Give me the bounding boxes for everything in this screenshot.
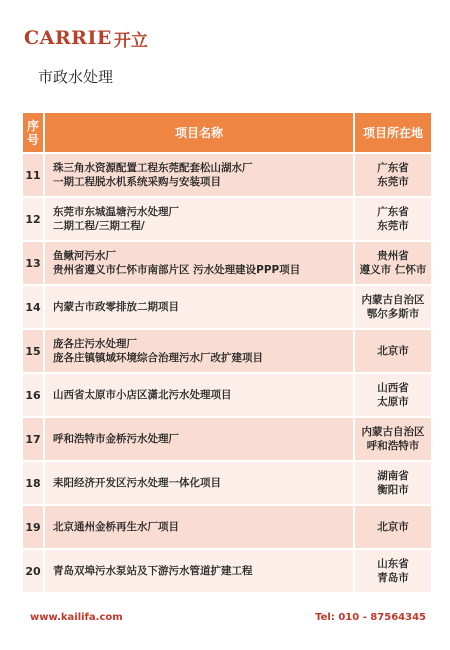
project-name-line: 贵州省遵义市仁怀市南部片区 污水处理建设PPP项目 bbox=[53, 264, 301, 276]
row-index: 12 bbox=[23, 198, 45, 240]
table-row bbox=[23, 330, 431, 374]
project-name-cell bbox=[45, 374, 355, 416]
project-name-line: 内蒙古市政零排放二期项目 bbox=[53, 301, 179, 313]
project-name-line: 东莞市东城温塘污水处理厂 bbox=[53, 206, 179, 218]
table-row bbox=[23, 506, 431, 550]
project-name-line: 呼和浩特市金桥污水处理厂 bbox=[53, 433, 179, 445]
row-index: 20 bbox=[23, 550, 45, 592]
logo-text: CARRIE bbox=[24, 27, 112, 49]
header-index bbox=[23, 113, 45, 152]
table-row bbox=[23, 374, 431, 418]
project-location-cell bbox=[355, 198, 431, 240]
project-location-line: 山西省 bbox=[377, 382, 409, 394]
header-location: 项目所在地 bbox=[362, 126, 423, 140]
header-index-line2: 号 bbox=[26, 132, 39, 147]
table-row bbox=[23, 462, 431, 506]
header-index-line1: 序 bbox=[26, 118, 39, 133]
row-index: 11 bbox=[23, 154, 45, 196]
project-name-line: 二期工程/三期工程/ bbox=[53, 220, 145, 232]
project-location-line: 内蒙古自治区 bbox=[361, 426, 425, 438]
brand-logo bbox=[24, 27, 148, 49]
project-location-line: 北京市 bbox=[377, 345, 409, 357]
project-location-line: 广东省 bbox=[377, 206, 409, 218]
project-name-cell bbox=[45, 154, 355, 196]
project-name-line: 鱼鳅河污水厂 bbox=[53, 250, 116, 262]
table-body bbox=[23, 154, 431, 594]
project-name-cell bbox=[45, 330, 355, 372]
project-name-cell bbox=[45, 462, 355, 504]
table-row bbox=[23, 550, 431, 594]
logo-chinese: 开立 bbox=[113, 30, 148, 51]
project-name-cell bbox=[45, 506, 355, 548]
project-location-line: 遵义市 仁怀市 bbox=[359, 264, 427, 276]
project-location-cell bbox=[355, 154, 431, 196]
project-location-line: 东莞市 bbox=[377, 176, 409, 188]
project-table bbox=[23, 113, 431, 594]
table-row bbox=[23, 154, 431, 198]
row-index: 15 bbox=[23, 330, 45, 372]
page-title: 市政水处理 bbox=[38, 68, 114, 86]
project-name-line: 山西省太原市小店区潇北污水处理项目 bbox=[53, 389, 232, 401]
project-location-cell bbox=[355, 374, 431, 416]
project-name-cell bbox=[45, 198, 355, 240]
project-location-line: 呼和浩特市 bbox=[366, 440, 420, 452]
project-location-cell bbox=[355, 550, 431, 592]
project-name-line: 耒阳经济开发区污水处理一体化项目 bbox=[53, 477, 221, 489]
project-location-cell bbox=[355, 506, 431, 548]
project-name-cell bbox=[45, 418, 355, 460]
project-location-cell bbox=[355, 418, 431, 460]
project-location-cell bbox=[355, 242, 431, 284]
table-row bbox=[23, 418, 431, 462]
row-index: 19 bbox=[23, 506, 45, 548]
row-index: 18 bbox=[23, 462, 45, 504]
project-location-line: 内蒙古自治区 bbox=[361, 294, 425, 306]
project-location-line: 东莞市 bbox=[377, 220, 409, 232]
project-location-line: 贵州省 bbox=[377, 250, 409, 262]
project-location-line: 北京市 bbox=[377, 521, 409, 533]
table-row bbox=[23, 242, 431, 286]
project-location-cell bbox=[355, 462, 431, 504]
row-index: 14 bbox=[23, 286, 45, 328]
row-index: 16 bbox=[23, 374, 45, 416]
project-location-cell bbox=[355, 330, 431, 372]
project-name-line: 一期工程脱水机系统采购与安装项目 bbox=[53, 176, 221, 188]
project-location-line: 山东省 bbox=[377, 558, 409, 570]
row-index: 17 bbox=[23, 418, 45, 460]
table-row bbox=[23, 198, 431, 242]
phone-number: Tel: 010 - 87564345 bbox=[315, 612, 426, 623]
project-location-line: 湖南省 bbox=[377, 470, 409, 482]
project-name-line: 北京通州金桥再生水厂项目 bbox=[53, 521, 179, 533]
website-link[interactable]: www.kailifa.com bbox=[30, 612, 123, 623]
project-location-cell bbox=[355, 286, 431, 328]
project-location-line: 衡阳市 bbox=[377, 484, 409, 496]
table-row bbox=[23, 286, 431, 330]
project-name-cell bbox=[45, 242, 355, 284]
project-name-cell bbox=[45, 286, 355, 328]
row-index: 13 bbox=[23, 242, 45, 284]
project-name-line: 珠三角水资源配置工程东莞配套松山湖水厂 bbox=[53, 162, 253, 174]
table-header bbox=[23, 113, 431, 154]
project-location-line: 鄂尔多斯市 bbox=[366, 308, 420, 320]
project-name-cell bbox=[45, 550, 355, 592]
project-location-line: 太原市 bbox=[377, 396, 409, 408]
project-name-line: 庞各庄污水处理厂 bbox=[53, 338, 137, 350]
header-name: 项目名称 bbox=[45, 113, 355, 152]
project-name-line: 庞各庄镇镇域环境综合治理污水厂改扩建项目 bbox=[53, 352, 263, 364]
project-location-line: 广东省 bbox=[377, 162, 409, 174]
project-name-line: 青岛双埠污水泵站及下游污水管道扩建工程 bbox=[53, 565, 253, 577]
project-location-line: 青岛市 bbox=[377, 572, 409, 584]
